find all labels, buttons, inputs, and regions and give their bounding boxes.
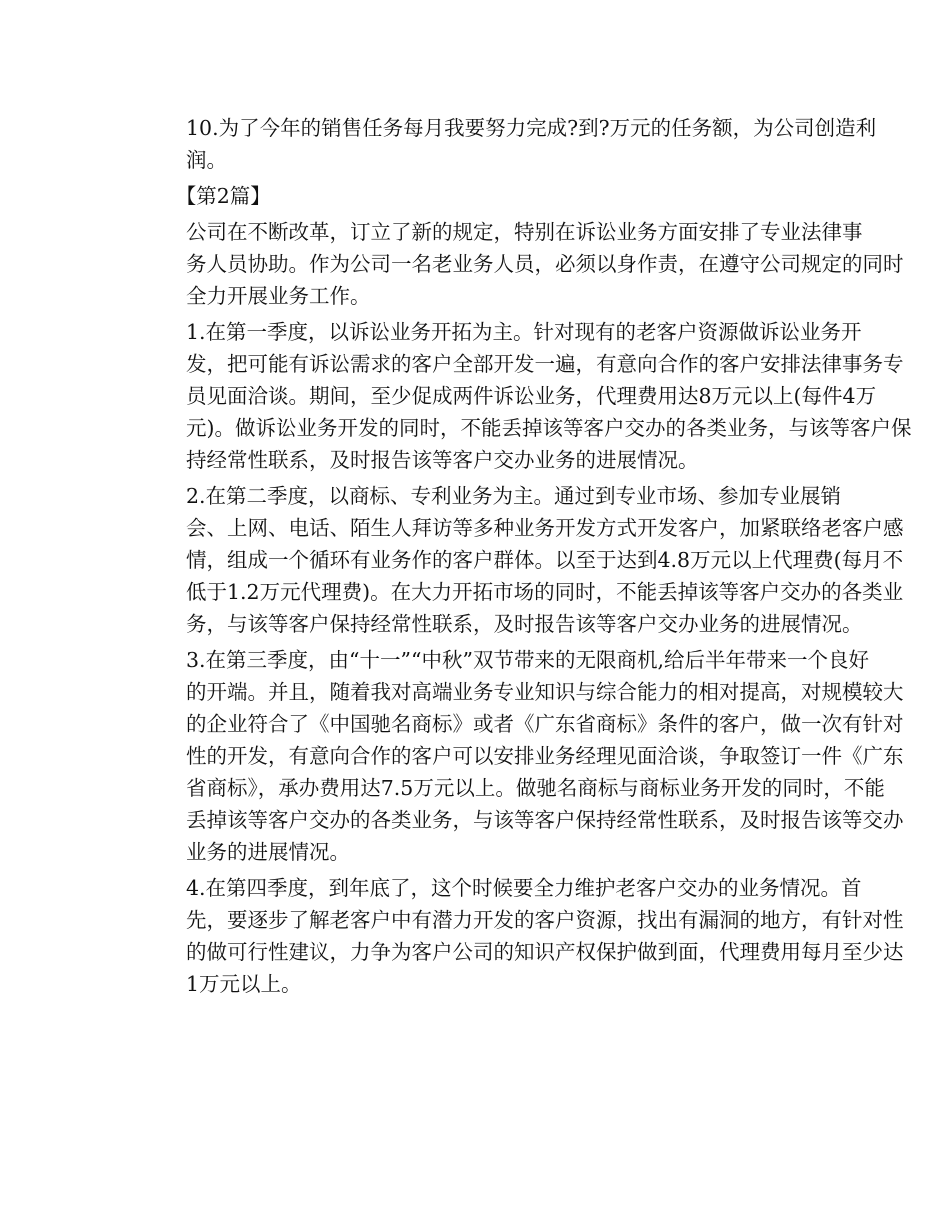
- paragraph-q4: [145, 872, 904, 1000]
- text-line: 的做可行性建议，力争为客户公司的知识产权保护做到面，代理费用每月至少达: [186, 940, 904, 964]
- text-line: 员见面洽谈。期间，至少促成两件诉讼业务，代理费用达8万元以上(每件4万: [186, 384, 877, 408]
- document-page: [145, 112, 912, 1004]
- text-line: 发，把可能有诉讼需求的客户全部开发一遍，有意向合作的客户安排法律事务专: [186, 352, 904, 376]
- text-line: 的开端。并且，随着我对高端业务专业知识与综合能力的相对提高，对规模较大: [186, 680, 904, 704]
- text-line: 低于1.2万元代理费)。在大力开拓市场的同时，不能丢掉该等客户交办的各类业: [186, 580, 904, 604]
- paragraph-item-10: [145, 112, 877, 176]
- text-line: 元)。做诉讼业务开发的同时，不能丢掉该等客户交办的各类业务，与该等客户保: [186, 416, 912, 440]
- paragraph-q1: [145, 316, 912, 476]
- text-line: 先，要逐步了解老客户中有潜力开发的客户资源，找出有漏洞的地方，有针对性: [186, 908, 904, 932]
- paragraph-q2: [145, 480, 904, 640]
- intro-paragraph: [145, 216, 904, 312]
- text-line: 务人员协助。作为公司一名老业务人员，必须以身作责，在遵守公司规定的同时: [186, 252, 904, 276]
- text-line: 的企业符合了《中国驰名商标》或者《广东省商标》条件的客户，做一次有针对: [186, 712, 904, 736]
- text-line: 2.在第二季度，以商标、专利业务为主。通过到专业市场、参加专业展销: [186, 484, 842, 508]
- text-line: 持经常性联系，及时报告该等客户交办业务的进展情况。: [186, 448, 699, 472]
- text-line: 业务的进展情况。: [186, 840, 350, 864]
- text-line: 丢掉该等客户交办的各类业务，与该等客户保持经常性联系，及时报告该等交办: [186, 808, 904, 832]
- text-line: 全力开展业务工作。: [186, 284, 371, 308]
- text-line: 省商标》，承办费用达7.5万元以上。做驰名商标与商标业务开发的同时，不能: [186, 776, 885, 800]
- section-heading: [145, 180, 810, 212]
- text-line: 10.为了今年的销售任务每月我要努力完成?到?万元的任务额，为公司创造利: [186, 116, 877, 140]
- text-line: 公司在不断改革，订立了新的规定，特别在诉讼业务方面安排了专业法律事: [186, 220, 863, 244]
- text-line: 务，与该等客户保持经常性联系，及时报告该等客户交办业务的进展情况。: [186, 612, 863, 636]
- text-line: 1万元以上。: [186, 972, 302, 996]
- text-line: 4.在第四季度，到年底了，这个时候要全力维护老客户交办的业务情况。首: [186, 876, 862, 900]
- paragraph-q3: [145, 644, 904, 868]
- text-line: 性的开发，有意向合作的客户可以安排业务经理见面洽谈，争取签订一件《广东: [186, 744, 904, 768]
- text-line: 会、上网、电话、陌生人拜访等多种业务开发方式开发客户，加紧联络老客户感: [186, 516, 904, 540]
- text-line: 1.在第一季度，以诉讼业务开拓为主。针对现有的老客户资源做诉讼业务开: [186, 320, 862, 344]
- text-line: 【第2篇】: [175, 184, 271, 208]
- text-line: 情，组成一个循环有业务作的客户群体。以至于达到4.8万元以上代理费(每月不: [186, 548, 904, 572]
- text-line: 润。: [186, 148, 227, 172]
- text-line: 3.在第三季度，由“十一”“中秋”双节带来的无限商机,给后半年带来一个良好: [186, 648, 869, 672]
